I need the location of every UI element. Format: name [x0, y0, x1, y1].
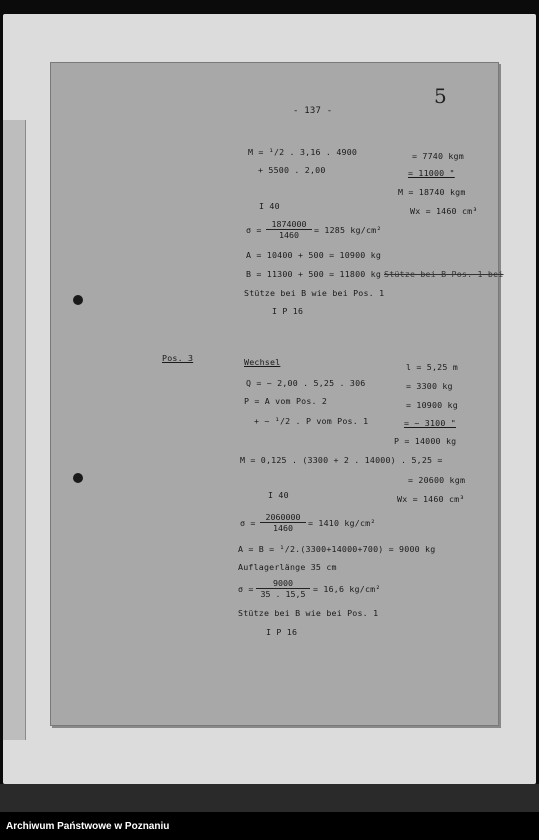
reactions-ab: A = B = ¹/2.(3300+14000+700) = 9000 kg: [238, 544, 436, 554]
sigma-numerator-2: 2060000: [260, 512, 306, 523]
sigma-result: = 1285 kg/cm²: [314, 225, 382, 235]
load-p-2: + ~ ¹/2 . P vom Pos. 1: [254, 416, 369, 426]
sigma2-denominator: 35 . 15,5: [260, 589, 306, 599]
struck-text: Stütze bei B Pos. 1 bei: [384, 269, 504, 279]
sigma2-fraction: [256, 578, 310, 599]
moment-line-2: + 5500 . 2,00: [258, 165, 326, 175]
result-1: = 7740 kgm: [412, 151, 464, 161]
archive-footer: [0, 812, 539, 840]
sigma-prefix: σ =: [246, 225, 262, 235]
punch-hole-upper: [73, 295, 83, 305]
column-profile-2: I P 16: [266, 627, 298, 637]
load-p-1: P = A vom Pos. 2: [244, 396, 328, 406]
load-q: Q = ~ 2,00 . 5,25 . 306: [246, 378, 366, 388]
section-title: Wechsel: [244, 357, 281, 367]
result-2: = 11000 ": [408, 168, 455, 178]
sigma2-result: = 16,6 kg/cm²: [313, 584, 381, 594]
sigma-denominator: 1460: [279, 230, 299, 240]
result-a: = 10900 kg: [406, 400, 458, 410]
reaction-a: A = 10400 + 500 = 10900 kg: [246, 250, 382, 260]
result-half-p: = ~ 3100 ": [404, 418, 456, 428]
support-note-2: Stütze bei B wie bei Pos. 1: [238, 608, 379, 618]
column-profile: I P 16: [272, 306, 304, 316]
film-bottom-strip: [0, 784, 539, 812]
sigma-prefix-2: σ =: [240, 518, 256, 528]
sigma-fraction: [266, 219, 312, 240]
result-wx: Wx = 1460 cm³: [410, 206, 478, 216]
moment-line: M = 0,125 . (3300 + 2 . 14000) . 5,25 =: [240, 455, 443, 465]
position-label: Pos. 3: [162, 353, 194, 363]
profile-label: I 40: [259, 201, 280, 211]
page-number: - 137 -: [293, 106, 333, 116]
span-length: l = 5,25 m: [406, 362, 458, 372]
profile-label-2: I 40: [268, 490, 289, 500]
sigma-fraction-2: [260, 512, 306, 533]
left-edge-strip: [3, 120, 26, 740]
support-note: Stütze bei B wie bei Pos. 1: [244, 288, 385, 298]
result-p: P = 14000 kg: [394, 436, 457, 446]
sigma-denominator-2: 1460: [273, 523, 293, 533]
bearing-length: Auflagerlänge 35 cm: [238, 562, 337, 572]
sheet-number: 5: [434, 84, 447, 108]
archive-name: Archiwum Państwowe w Poznaniu: [6, 821, 170, 832]
sigma-result-2: = 1410 kg/cm²: [308, 518, 376, 528]
result-moment: M = 18740 kgm: [398, 187, 466, 197]
sigma-numerator: 1874000: [266, 219, 312, 230]
sigma2-numerator: 9000: [256, 578, 310, 589]
moment-result: = 20600 kgm: [408, 475, 466, 485]
punch-hole-lower: [73, 473, 83, 483]
reaction-b: B = 11300 + 500 = 11800 kg: [246, 269, 382, 279]
moment-line-1: M = ¹/2 . 3,16 . 4900: [248, 147, 358, 157]
sigma2-prefix: σ =: [238, 584, 254, 594]
wx-label: Wx = 1460 cm³: [397, 494, 465, 504]
result-q: = 3300 kg: [406, 381, 453, 391]
